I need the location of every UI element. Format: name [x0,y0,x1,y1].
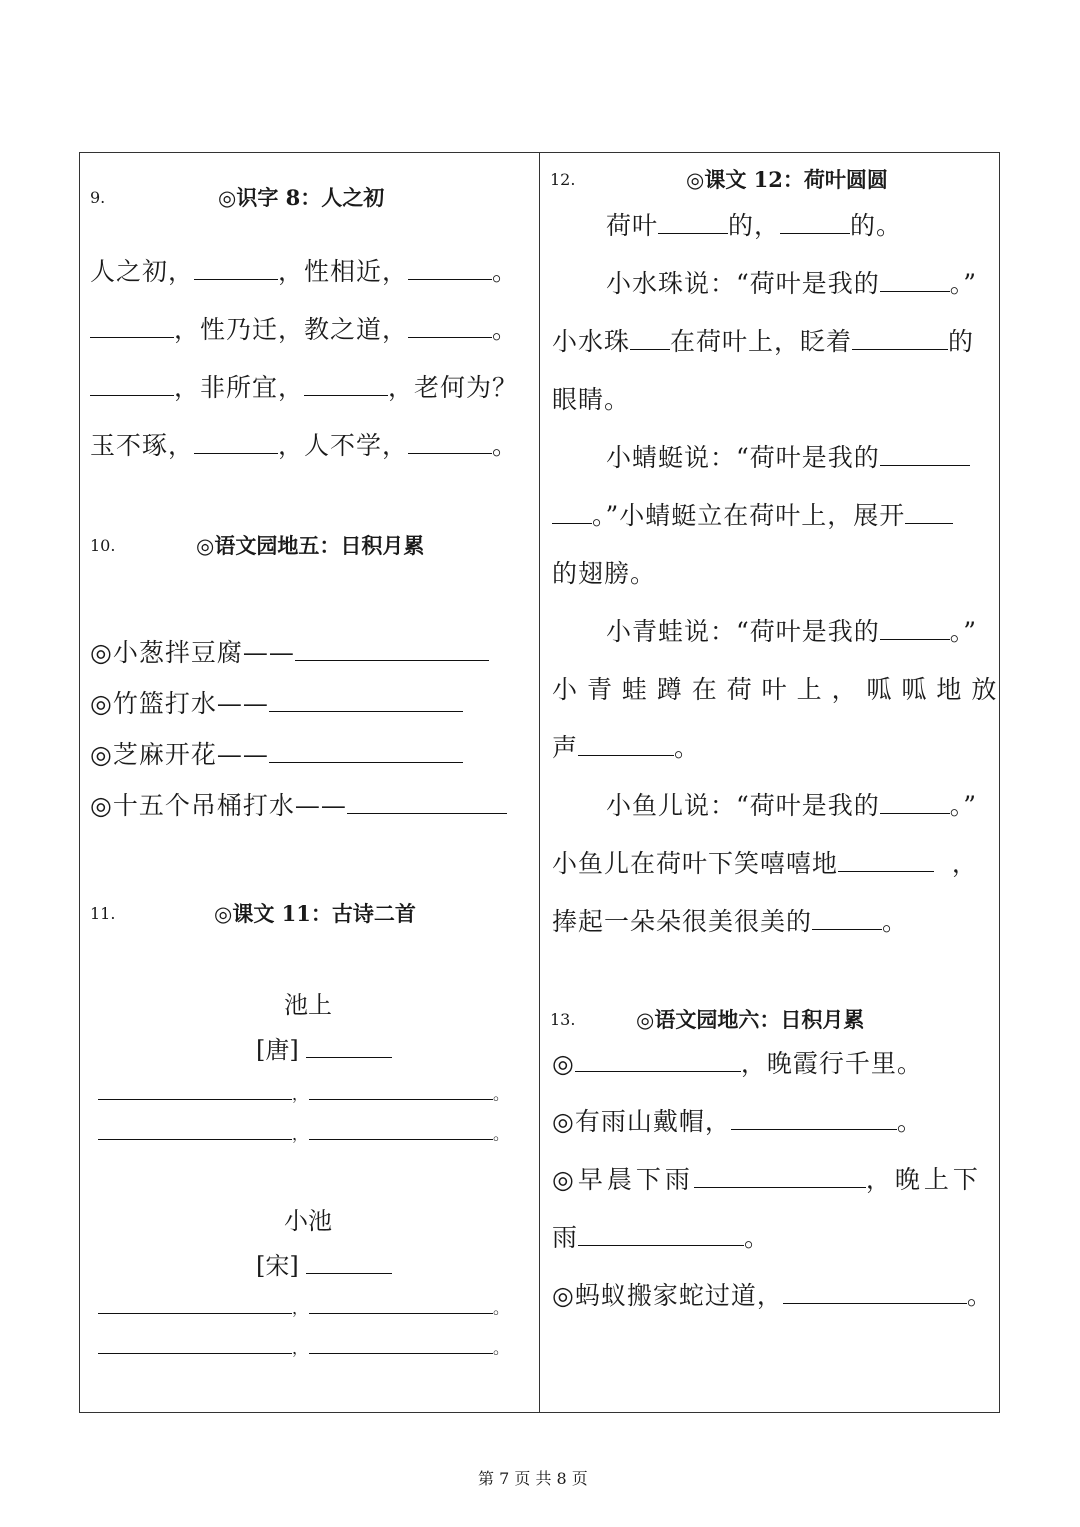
section-title: ◎课文 12：荷叶圆圆 [686,167,888,192]
question-number: 12. [550,170,576,189]
answer-blank[interactable] [780,211,850,235]
poem-title: 小池 [284,1207,332,1235]
idiom-line: ◎小葱拌豆腐—— [90,633,489,669]
answer-blank[interactable] [90,315,174,339]
proverb-line: ◎早晨下雨 ，晚上下 [552,1165,982,1194]
answer-blank[interactable] [295,638,489,662]
answer-blank[interactable] [408,315,492,339]
proverb-line: 雨 。 [552,1223,771,1252]
proverb-line: ◎有雨山戴帽， 。 [552,1107,923,1136]
text-line: 小水珠 在荷叶上，眨着 的 [552,327,975,356]
section-title: ◎语文园地五：日积月累 [196,533,425,558]
author-blank[interactable] [306,1251,392,1274]
proverb-line: ◎蚂蚁搬家蛇过道， 。 [552,1281,993,1310]
answer-blank[interactable] [98,1330,292,1354]
text-line: 的翅膀。 [552,559,657,588]
question-number: 13. [550,1010,576,1029]
poem-author-line: [宋] [256,1246,392,1281]
answer-blank[interactable] [90,373,174,397]
text-line: 小 青 蛙 蹲 在 荷 叶 上 ， 呱 呱 地 放 [552,675,998,704]
text-line: 小鱼儿在荷叶下笑嘻嘻地 ， [552,849,978,878]
answer-blank[interactable] [838,849,934,873]
answer-blank[interactable] [575,1049,741,1073]
section-title: ◎语文园地六：日积月累 [636,1007,865,1032]
text-line: 眼睛。 [552,385,631,414]
answer-blank[interactable] [304,373,388,397]
answer-blank[interactable] [812,907,882,931]
answer-blank[interactable] [783,1281,967,1305]
poem-line: ， 。 [98,1116,510,1146]
answer-blank[interactable] [852,327,948,351]
answer-blank[interactable] [880,443,970,467]
text-line: 捧起一朵朵很美很美的 。 [552,907,909,936]
proverb-line: ◎ ，晚霞行千里。 [552,1049,923,1078]
idiom-line: ◎竹篮打水—— [90,684,463,720]
poem-title: 池上 [284,991,332,1019]
question-number: 9. [90,188,106,207]
answer-blank[interactable] [408,257,492,281]
answer-blank[interactable] [98,1290,292,1314]
poem-author-line: [唐] [256,1030,392,1065]
answer-blank[interactable] [880,791,950,815]
answer-blank[interactable] [269,740,463,764]
answer-blank[interactable] [194,431,278,455]
answer-blank[interactable] [630,327,670,351]
poem-line: ， 。 [98,1330,510,1360]
answer-blank[interactable] [552,501,592,525]
answer-blank[interactable] [98,1116,292,1140]
text-line: 。”小蜻蜓立在荷叶上，展开 [552,496,953,532]
answer-blank[interactable] [309,1330,493,1354]
idiom-line: ◎十五个吊桶打水—— [90,786,507,822]
poem-line: ，性乃迁，教之道， 。 [90,310,518,346]
answer-blank[interactable] [309,1290,493,1314]
answer-blank[interactable] [309,1116,493,1140]
text-line: 小青蛙说：“荷叶是我的 。” [606,617,978,646]
answer-blank[interactable] [880,269,950,293]
text-line: 荷叶 的， 的。 [606,211,903,240]
poem-line: ， 。 [98,1290,510,1320]
answer-blank[interactable] [880,617,950,641]
answer-blank[interactable] [309,1076,493,1100]
author-blank[interactable] [306,1035,392,1058]
section-title: ◎课文 11：古诗二首 [214,901,416,926]
question-number: 10. [90,536,116,555]
idiom-line: ◎芝麻开花—— [90,735,463,771]
text-line: 小鱼儿说：“荷叶是我的 。” [606,791,978,820]
text-line: 小水珠说：“荷叶是我的 。” [606,269,978,298]
page-footer: 第 7 页 共 8 页 [478,1469,588,1488]
answer-blank[interactable] [347,791,507,815]
answer-blank[interactable] [578,733,674,757]
poem-line: ，非所宜， ，老何为？ [90,368,518,404]
answer-blank[interactable] [269,689,463,713]
column-divider [539,152,540,1413]
text-line: 声 。 [552,733,701,762]
poem-line: 人之初， ，性相近， 。 [90,257,519,286]
poem-line: 玉不琢， ，人不学， 。 [90,431,519,460]
answer-blank[interactable] [98,1076,292,1100]
answer-blank[interactable] [905,501,953,525]
answer-blank[interactable] [578,1223,744,1247]
answer-blank[interactable] [658,211,728,235]
section-title: ◎识字 8：人之初 [218,185,385,210]
poem-line: ， 。 [98,1076,510,1106]
answer-blank[interactable] [408,431,492,455]
answer-blank[interactable] [731,1107,897,1131]
answer-blank[interactable] [694,1165,866,1189]
answer-blank[interactable] [194,257,278,281]
text-line: 小蜻蜓说：“荷叶是我的 [606,438,970,474]
question-number: 11. [90,904,116,923]
